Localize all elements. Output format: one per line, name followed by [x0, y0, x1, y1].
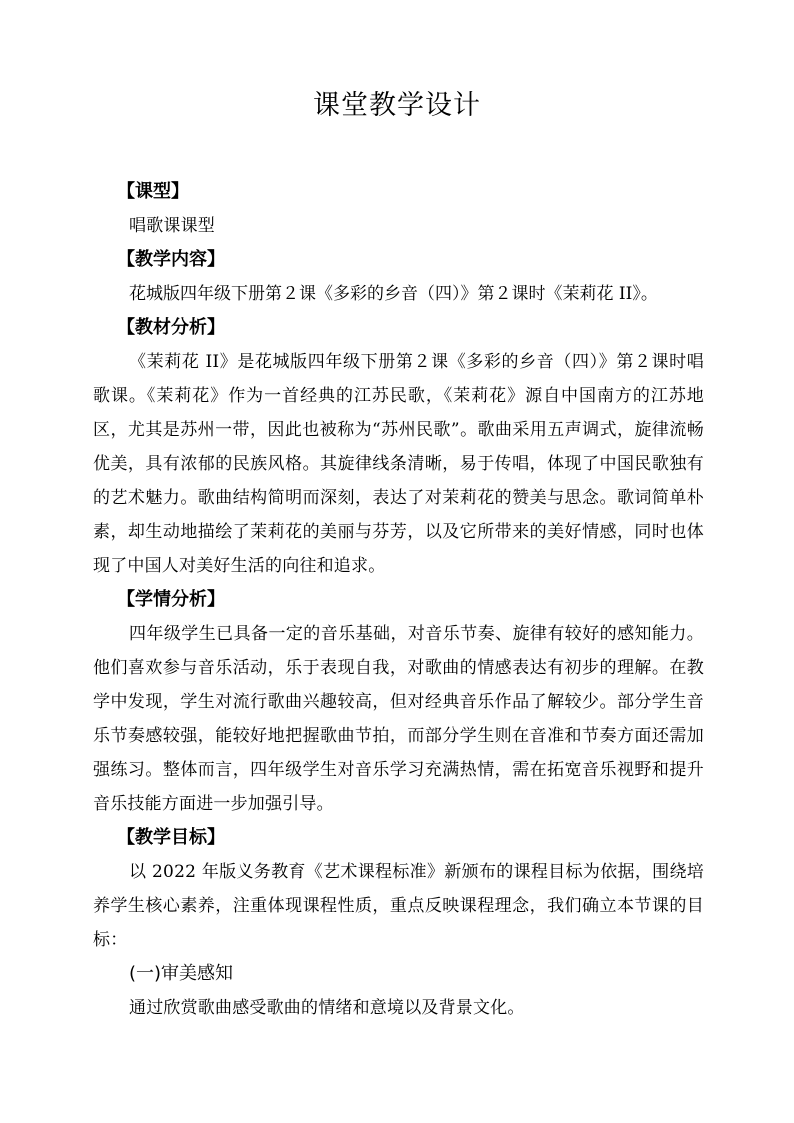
section-heading-student-analysis: 【学情分析】	[117, 589, 225, 610]
section-heading-material-analysis: 【教材分析】	[117, 317, 225, 338]
section-heading-lesson-type: 【课型】	[117, 181, 189, 202]
section-heading-teaching-content: 【教学内容】	[117, 249, 225, 270]
student-analysis-text: 四年级学生已具备一定的音乐基础，对音乐节奏、旋律有较好的感知能力。他们喜欢参与音乐活动，乐于表现自我，对歌曲的情感表达有初步的理解。在教学中发现，学生对流行歌曲兴趣较高，但对经典音乐作品了解较少。部分学生音乐节奏感较强，能较好地把握歌曲节拍，而部分学生则在音准和节奏方面还需加强练习。整体而言，四年级学生对音乐学习充满热情，需在拓宽音乐视野和提升音乐技能方面进一步加强引导。	[93, 624, 704, 814]
section-heading-teaching-goals: 【教学目标】	[117, 827, 225, 848]
subheading-aesthetic-perception: (一)审美感知	[129, 963, 234, 984]
aesthetic-perception-text: 通过欣赏歌曲感受歌曲的情绪和意境以及背景文化。	[129, 998, 525, 1018]
teaching-goals-text: 以 2022 年版义务教育《艺术课程标准》新颁布的课程目标为依据，围绕培养学生核心素养，注重体现课程性质，重点反映课程理念，我们确立本节课的目标：	[93, 862, 704, 950]
document-body	[93, 175, 704, 1025]
teaching-content-text: 花城版四年级下册第２课《多彩的乡音（四）》第２课时《茉莉花 II》。	[129, 284, 658, 304]
page-title: 课堂教学设计	[313, 90, 481, 121]
lesson-type-text: 唱歌课课型	[129, 216, 215, 236]
material-analysis-text: 《茉莉花 II》是花城版四年级下册第２课《多彩的乡音（四）》第２课时唱歌课。《茉莉花》作为一首经典的江苏民歌，《茉莉花》源自中国南方的江苏地区，尤其是苏州一带，因此也被称为“苏州民歌”。歌曲采用五声调式，旋律流畅优美，具有浓郁的民族风格。其旋律线条清晰，易于传唱，体现了中国民歌独有的艺术魅力。歌曲结构简明而深刻，表达了对茉莉花的赞美与思念。歌词简单朴素，却生动地描绘了茉莉花的美丽与芬芳，以及它所带来的美好情感，同时也体现了中国人对美好生活的向往和追求。	[93, 352, 704, 576]
